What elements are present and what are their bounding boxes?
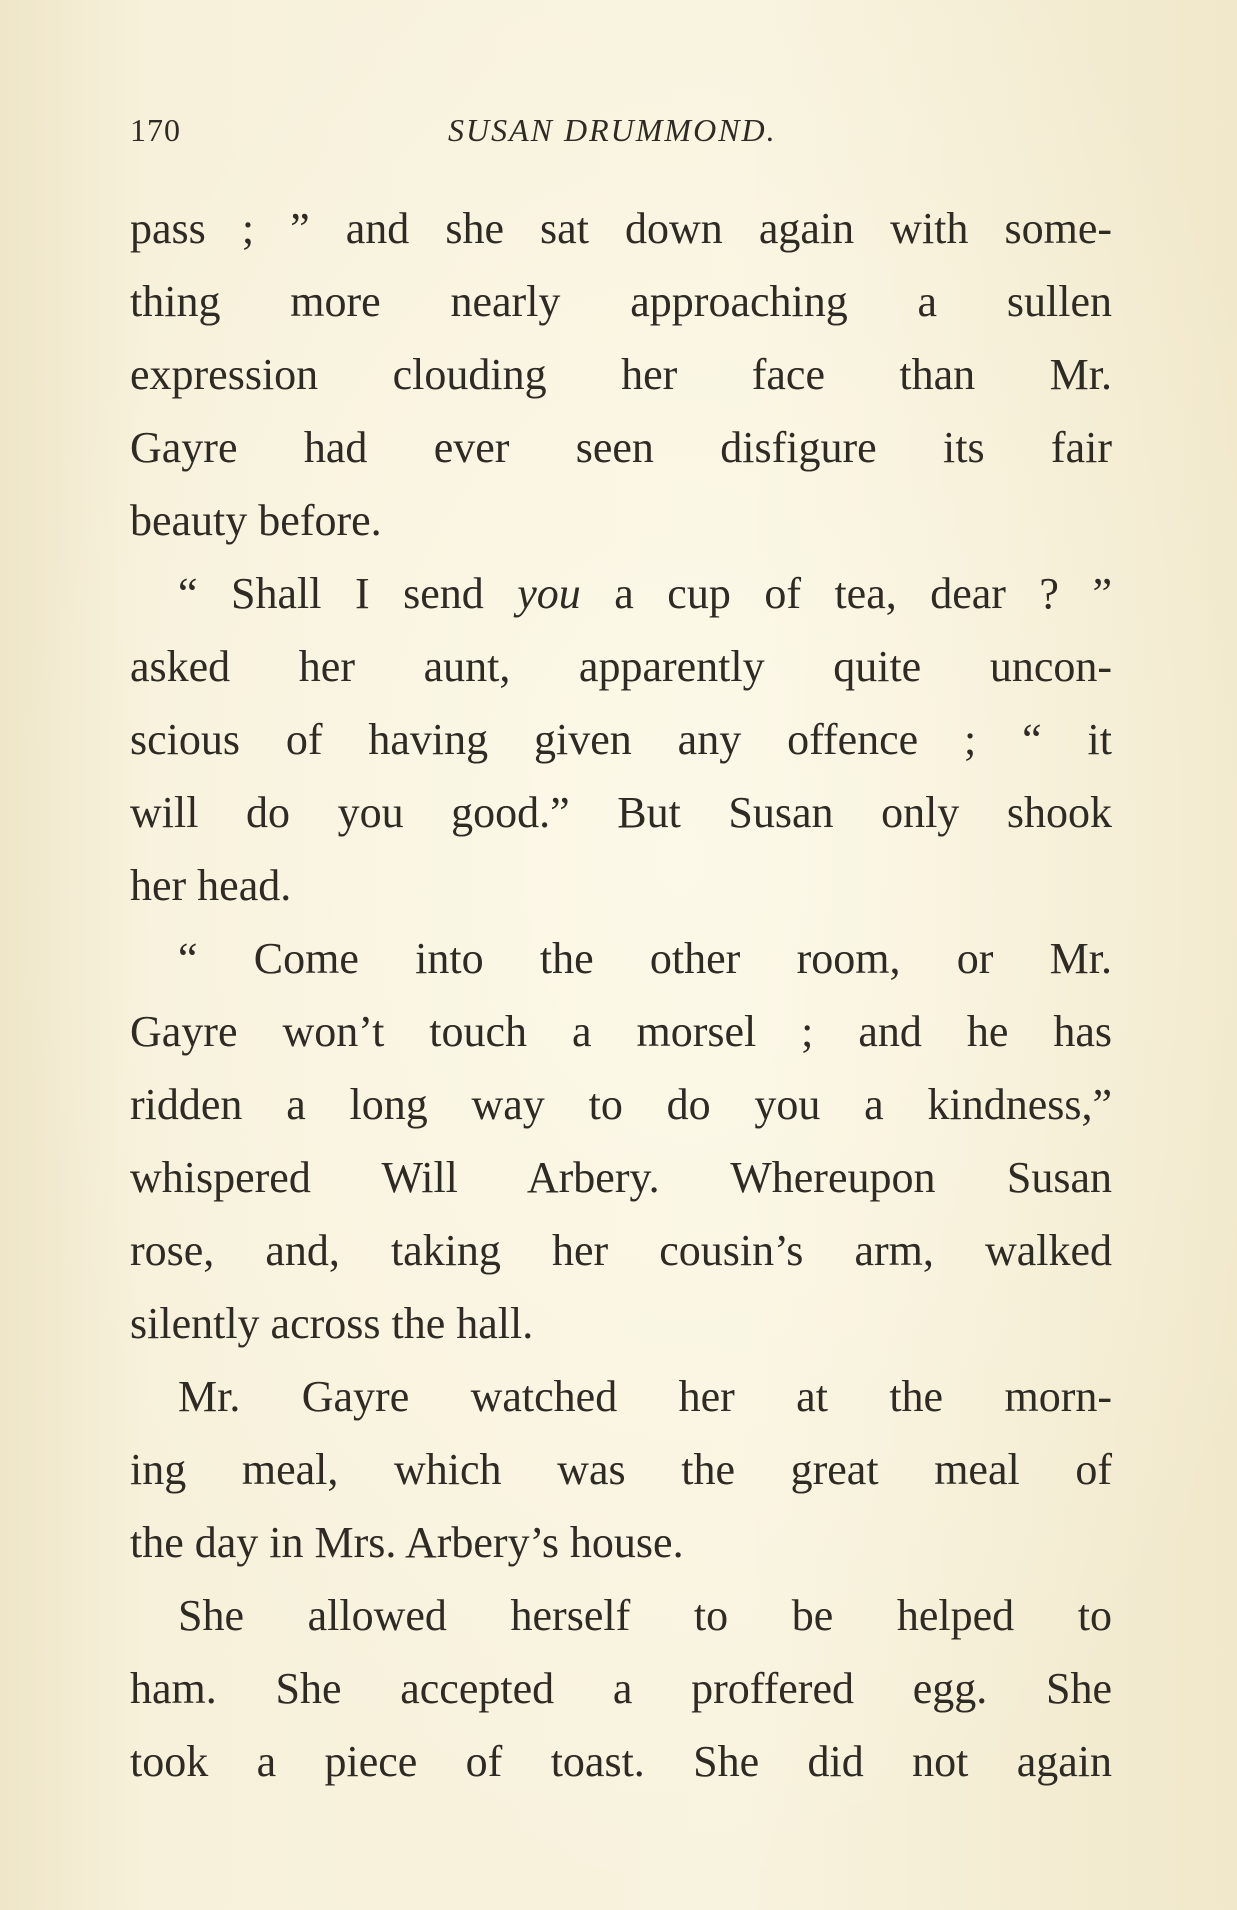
text-line: her head. (130, 861, 292, 910)
text-segment: a cup of tea, dear ? ” (580, 569, 1112, 618)
text-line: scious of having given any offence ; “ it (130, 715, 1112, 764)
text-line: thing more nearly approaching a sullen (130, 277, 1112, 326)
text-line: ridden a long way to do you a kindness,” (130, 1080, 1112, 1129)
body-text (130, 192, 1112, 1798)
text-line-with-emphasis (130, 557, 1112, 630)
page-number: 170 (130, 112, 181, 148)
text-line: expression clouding her face than Mr. (130, 350, 1112, 399)
text-line: took a piece of toast. She did not again (130, 1737, 1112, 1786)
text-line: will do you good.” But Susan only shook (130, 788, 1112, 837)
text-line: ing meal, which was the great meal of (130, 1445, 1112, 1494)
text-line: silently across the hall. (130, 1299, 534, 1348)
text-line: rose, and, taking her cousin’s arm, walked (130, 1226, 1112, 1275)
text-line: ham. She accepted a proffered egg. She (130, 1664, 1112, 1713)
text-line: pass ; ” and she sat down again with some- (130, 204, 1112, 253)
text-line: “ Come into the other room, or Mr. (178, 934, 1112, 983)
text-segment: “ Shall I send (178, 569, 518, 618)
text-line: beauty before. (130, 496, 382, 545)
text-line: asked her aunt, apparently quite uncon- (130, 642, 1112, 691)
text-line: whispered Will Arbery. Whereupon Susan (130, 1153, 1112, 1202)
text-line: Mr. Gayre watched her at the morn- (178, 1372, 1112, 1421)
text-line: She allowed herself to be helped to (178, 1591, 1112, 1640)
text-line: Gayre had ever seen disfigure its fair (130, 423, 1112, 472)
text-line: Gayre won’t touch a morsel ; and he has (130, 1007, 1112, 1056)
running-head: SUSAN DRUMMOND. (448, 112, 777, 148)
emphasized-word: you (517, 569, 581, 618)
page-header (130, 112, 1112, 162)
text-line: the day in Mrs. Arbery’s house. (130, 1518, 684, 1567)
